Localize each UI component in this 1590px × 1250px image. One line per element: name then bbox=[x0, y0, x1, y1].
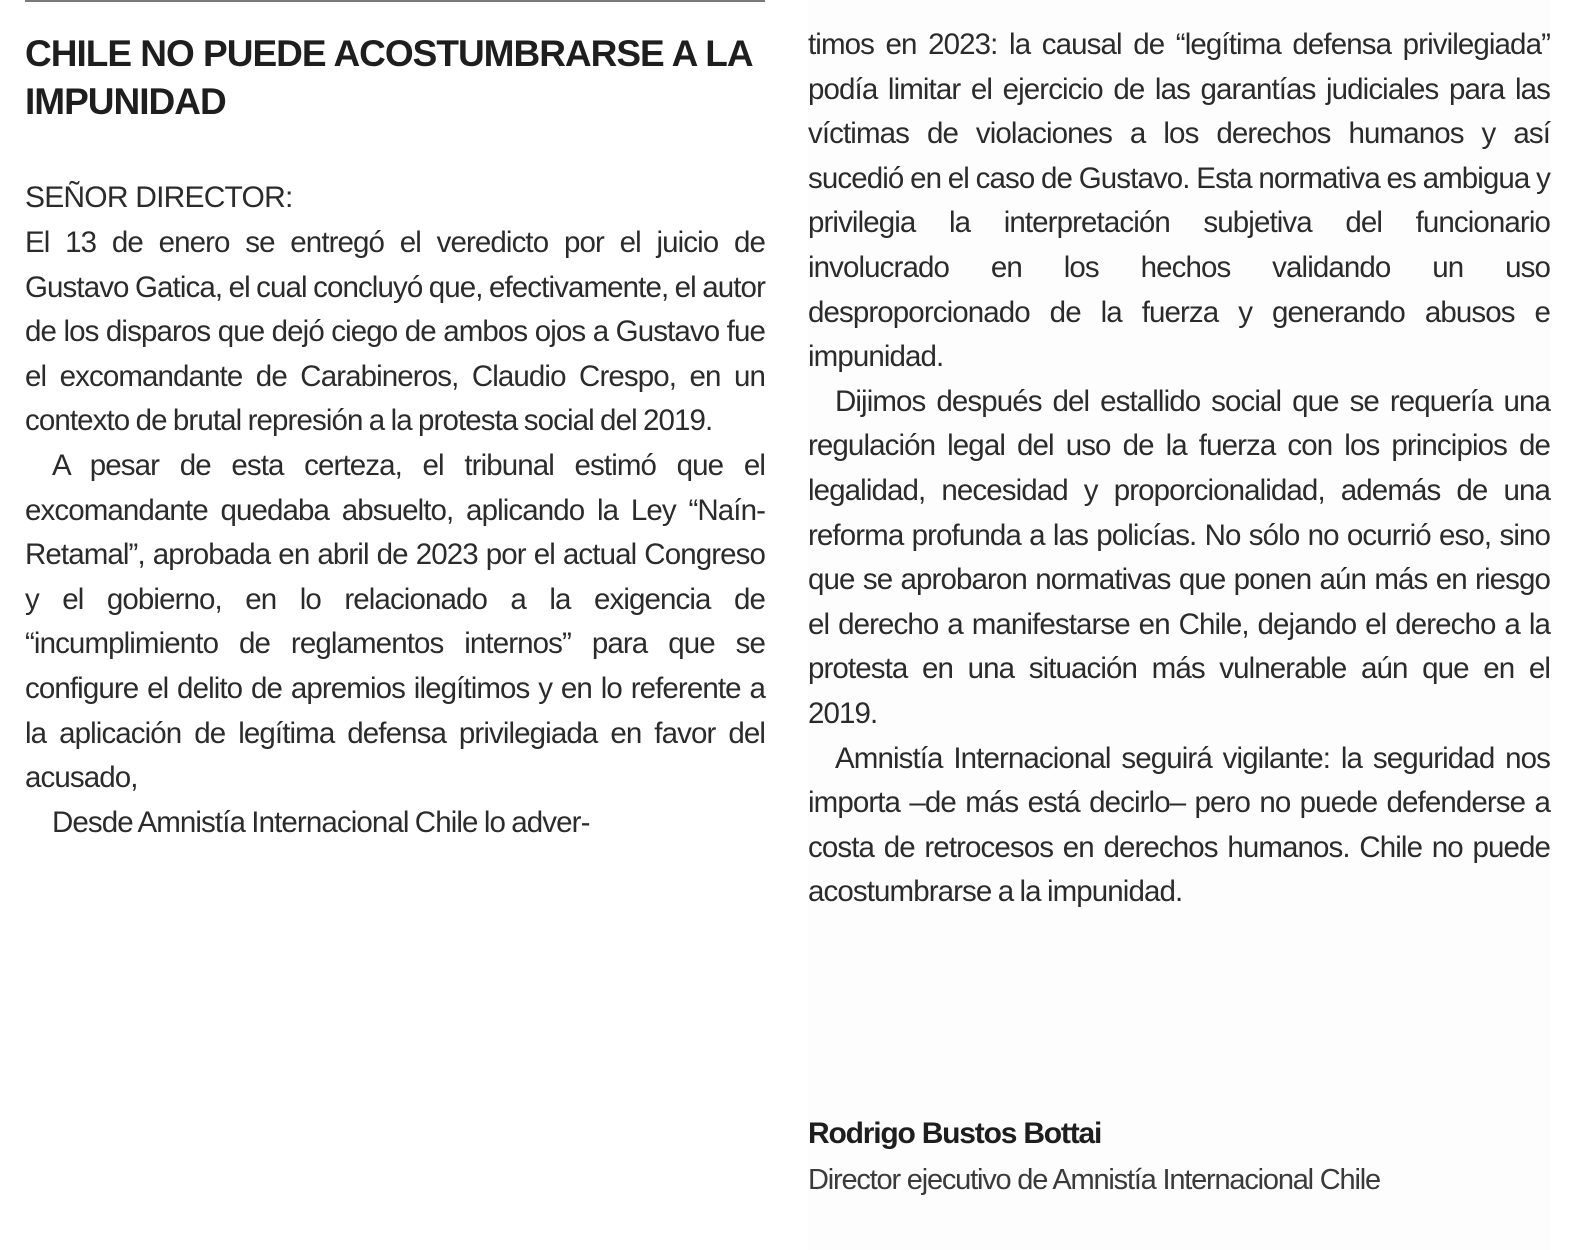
right-body bbox=[808, 23, 1550, 915]
paragraph: A pesar de esta certeza, el tribunal estimó que el excomandante quedaba absuelto, aplicando la Ley “Naín-Retamal”, aprobada en abril de 2023 por el actual Congreso y el gobierno, en lo relacionado a la exigencia de “incumplimiento de reglamentos internos” para que se configure el delito de apremios ilegítimos y en lo referente a la aplicación de legítima defensa privilegiada en favor del acusado, bbox=[25, 448, 765, 795]
author-name: Rodrigo Bustos Bottai bbox=[808, 1117, 1102, 1150]
paragraph: timos en 2023: la causal de “legítima defensa privilegiada” podía limitar el ejercicio de las garantías judiciales para las víctimas de violaciones a los derechos humanos y así sucedió en el caso de Gustavo. Esta normativa es ambigua y privilegia la interpretación subjetiva del funcionario involucrado en los hechos validando un uso desproporcionado de la fuerza y generando abusos e impunidad. bbox=[808, 28, 1550, 374]
paragraph: Amnistía Internacional seguirá vigilante: la seguridad nos importa –de más está decirlo– pero no puede defenderse a costa de retrocesos en derechos humanos. Chile no puede acostumbrarse a la impunidad. bbox=[808, 741, 1550, 909]
headline: CHILE NO PUEDE ACOSTUMBRARSE A LA IMPUNIDAD bbox=[25, 33, 752, 122]
right-column bbox=[808, 0, 1550, 1250]
paragraph: Dijimos después del estallido social que se requería una regulación legal del uso de la fuerza con los principios de legalidad, necesidad y proporcionalidad, además de una reforma profunda a las policías. No sólo no ocurrió eso, sino que se aprobaron normativas que ponen aún más en riesgo el derecho a manifestarse en Chile, dejando el derecho a la protesta en una situación más vulnerable aún que en el 2019. bbox=[808, 384, 1550, 730]
signature bbox=[808, 1112, 1550, 1202]
author-role: Director ejecutivo de Amnistía Internacional Chile bbox=[808, 1164, 1380, 1196]
paragraph: Desde Amnistía Internacional Chile lo adver- bbox=[52, 805, 590, 839]
top-rule bbox=[25, 0, 765, 2]
salutation: SEÑOR DIRECTOR: bbox=[25, 181, 293, 214]
left-body bbox=[25, 221, 765, 845]
paragraph: El 13 de enero se entregó el veredicto por el juicio de Gustavo Gatica, el cual concluyó que, efectivamente, el autor de los disparos que dejó ciego de ambos ojos a Gustavo fue el excomandante de Carabineros, Claudio Crespo, en un contexto de brutal represión a la protesta social del 2019. bbox=[25, 226, 765, 438]
